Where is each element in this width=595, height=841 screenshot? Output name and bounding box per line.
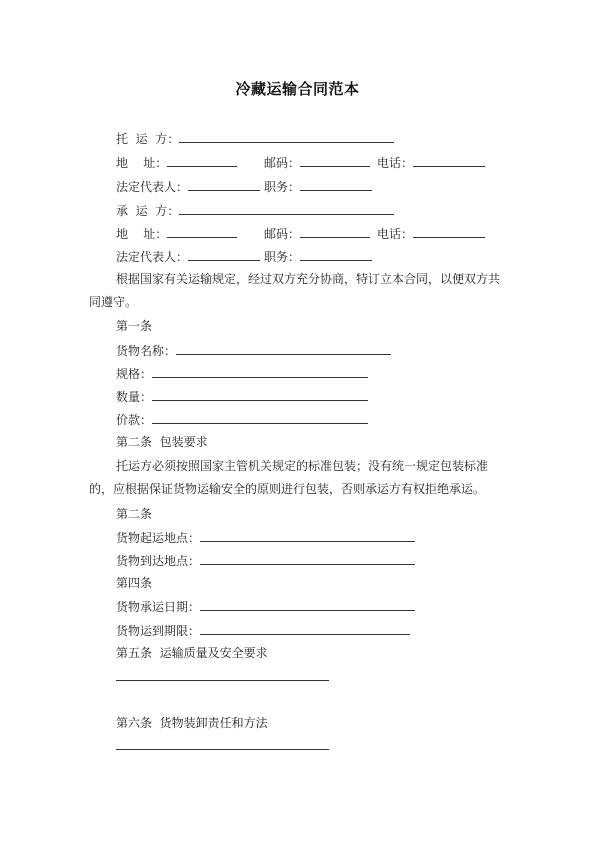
shipper-position-blank[interactable] xyxy=(300,178,372,191)
legal-rep-label: 法定代表人： xyxy=(116,180,189,194)
origin-label: 货物起运地点： xyxy=(116,531,201,545)
quantity-label: 数量： xyxy=(116,390,153,404)
carrier-address-blank[interactable] xyxy=(167,225,237,238)
price-line xyxy=(116,411,368,427)
address-label: 地 址： xyxy=(116,227,168,241)
shipper-rep-blank[interactable] xyxy=(188,178,260,191)
spec-blank[interactable] xyxy=(152,365,368,378)
phone-label: 电话： xyxy=(377,227,414,241)
carrier-blank[interactable] xyxy=(179,202,394,215)
shipper-address-blank[interactable] xyxy=(167,154,237,167)
spec-line xyxy=(116,365,368,381)
shipper-line xyxy=(116,130,394,146)
shipper-address-line xyxy=(116,154,516,170)
article-3-heading: 第二条 xyxy=(116,507,153,521)
deadline-line xyxy=(116,622,410,638)
destination-blank[interactable] xyxy=(200,552,415,565)
carrier-rep-blank[interactable] xyxy=(188,248,260,261)
article-5-blank-line[interactable] xyxy=(116,680,329,681)
carrier-address-line xyxy=(116,225,516,241)
price-blank[interactable] xyxy=(152,411,368,424)
carrier-position-blank[interactable] xyxy=(300,248,372,261)
position-label: 职务： xyxy=(264,180,301,194)
postcode-label: 邮码： xyxy=(264,156,301,170)
ship-date-blank[interactable] xyxy=(200,598,415,611)
article-1-heading: 第一条 xyxy=(116,319,153,333)
article-5-heading: 第五条 运输质量及安全要求 xyxy=(116,646,268,660)
legal-rep-label: 法定代表人： xyxy=(116,250,189,264)
shipper-rep-line xyxy=(116,178,416,194)
carrier-rep-line xyxy=(116,248,416,264)
shipper-blank[interactable] xyxy=(179,130,394,143)
quantity-blank[interactable] xyxy=(152,388,368,401)
deadline-blank[interactable] xyxy=(200,622,410,635)
carrier-label: 承 运 方： xyxy=(116,204,180,218)
shipper-label: 托 运 方： xyxy=(116,132,180,146)
postcode-label: 邮码： xyxy=(264,227,301,241)
position-label: 职务： xyxy=(264,250,301,264)
article-4-heading: 第四条 xyxy=(116,576,153,590)
article-2-paragraph: 托运方必须按照国家主管机关规定的标准包装；没有统一规定包装标准的，应根据保证货物运输安全的原则进行包装，否则承运方有权拒绝承运。 xyxy=(89,459,489,496)
carrier-phone-blank[interactable] xyxy=(413,225,485,238)
spec-label: 规格： xyxy=(116,367,153,381)
destination-label: 货物到达地点： xyxy=(116,554,201,568)
carrier-line xyxy=(116,202,394,218)
intro-paragraph: 根据国家有关运输规定，经过双方充分协商，特订立本合同，以便双方共同遵守。 xyxy=(89,272,501,309)
destination-line xyxy=(116,552,415,568)
goods-name-line xyxy=(116,342,391,358)
carrier-postcode-blank[interactable] xyxy=(300,225,370,238)
shipper-phone-blank[interactable] xyxy=(413,154,485,167)
origin-blank[interactable] xyxy=(200,529,415,542)
quantity-line xyxy=(116,388,368,404)
origin-line xyxy=(116,529,415,545)
goods-name-label: 货物名称： xyxy=(116,344,177,358)
document-title: 冷藏运输合同范本 xyxy=(235,80,360,98)
article-6-heading: 第六条 货物装卸责任和方法 xyxy=(116,716,268,730)
article-6-blank-line[interactable] xyxy=(116,749,329,750)
ship-date-label: 货物承运日期： xyxy=(116,600,201,614)
deadline-label: 货物运到期限： xyxy=(116,624,201,638)
price-label: 价款： xyxy=(116,413,153,427)
ship-date-line xyxy=(116,598,415,614)
article-2-heading: 第二条 包装要求 xyxy=(116,435,208,449)
shipper-postcode-blank[interactable] xyxy=(300,154,370,167)
goods-name-blank[interactable] xyxy=(176,342,391,355)
phone-label: 电话： xyxy=(377,156,414,170)
address-label: 地 址： xyxy=(116,156,168,170)
